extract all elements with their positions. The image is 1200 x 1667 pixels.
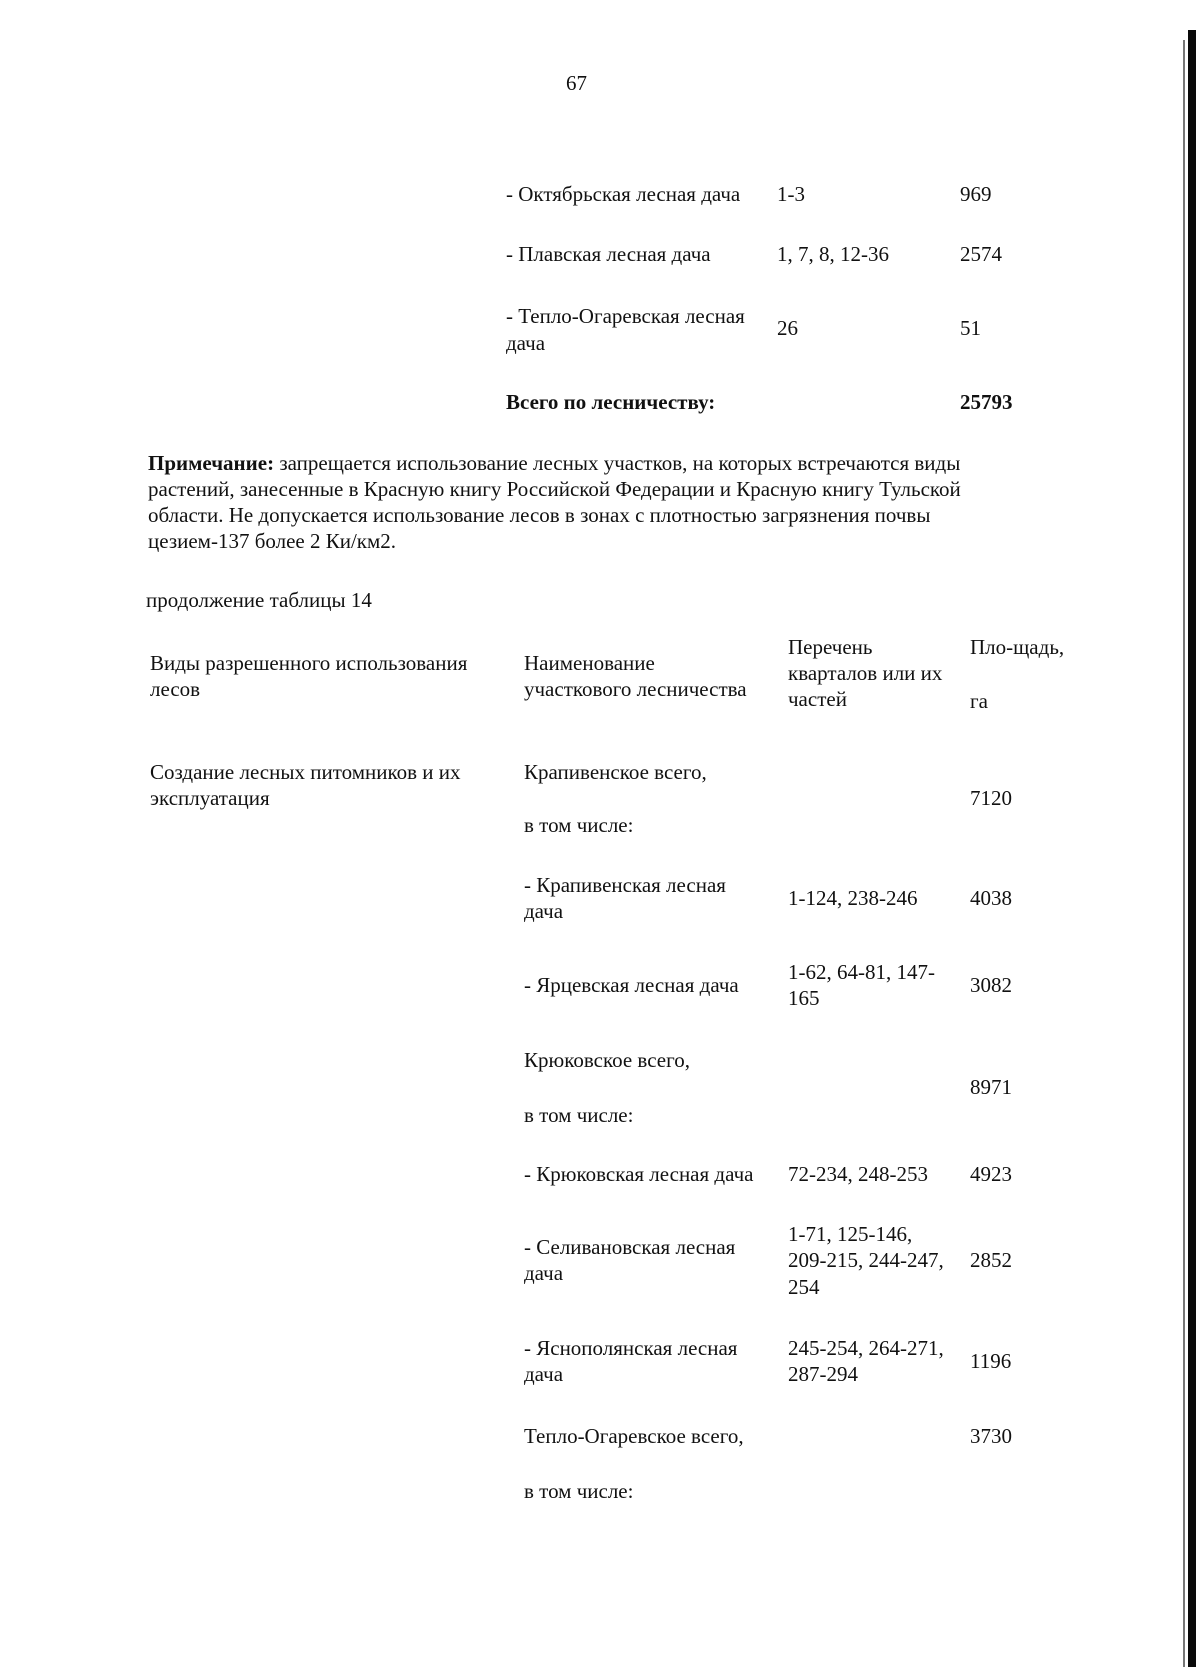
quarters-list: 1, 7, 8, 12-36	[777, 242, 889, 266]
forestry-total-name: Крюковское всего,	[524, 1048, 690, 1072]
total-value: 25793	[960, 390, 1013, 414]
area-value: 8971	[970, 1075, 1012, 1099]
forestry-total-name: Крапивенское всего,	[524, 760, 707, 784]
forest-dacha-name-cont: дача	[506, 331, 546, 355]
header-area: Пло-щадь,	[970, 635, 1065, 659]
note-line: области. Не допускается использование лесов в зонах с плотностью загрязнения почвы	[148, 503, 931, 527]
quarters-list: 245-254, 264-271,	[788, 1336, 944, 1360]
forest-dacha-name: - Ярцевская лесная дача	[524, 973, 739, 997]
header-forestry-name: Наименование	[524, 651, 655, 675]
area-value: 2852	[970, 1248, 1012, 1272]
page-number: 67	[566, 71, 587, 95]
forest-dacha-name-cont: дача	[524, 899, 564, 923]
forest-dacha-name: - Октябрьская лесная дача	[506, 182, 741, 206]
quarters-list: 1-62, 64-81, 147-	[788, 960, 935, 984]
quarters-list-cont: 165	[788, 986, 820, 1010]
quarters-list: 26	[777, 316, 798, 340]
header-area-unit: га	[970, 689, 988, 713]
area-value: 4923	[970, 1162, 1012, 1186]
area-value: 4038	[970, 886, 1012, 910]
area-value: 3082	[970, 973, 1012, 997]
quarters-list: 72-234, 248-253	[788, 1162, 928, 1186]
quarters-list-cont: 287-294	[788, 1362, 858, 1386]
area-value: 51	[960, 316, 981, 340]
use-type: Создание лесных питомников и их	[150, 760, 461, 784]
forest-dacha-name-cont: дача	[524, 1362, 564, 1386]
table-continuation-caption: продолжение таблицы 14	[146, 588, 372, 612]
note-line: растений, занесенные в Красную книгу Российской Федерации и Красную книгу Тульской	[148, 477, 961, 501]
forest-dacha-name: - Тепло-Огаревская лесная	[506, 304, 745, 328]
area-value: 1196	[970, 1349, 1012, 1373]
note-text: запрещается использование лесных участков, на которых встречаются виды	[279, 451, 961, 475]
note-label: Примечание:	[148, 451, 275, 475]
use-type-cont: эксплуатация	[150, 786, 270, 810]
including-label: в том числе:	[524, 1103, 634, 1127]
header-quarters: Перечень	[788, 635, 873, 659]
quarters-list: 1-3	[777, 182, 805, 206]
header-use-type: Виды разрешенного использования	[150, 651, 468, 675]
area-value: 3730	[970, 1424, 1012, 1448]
header-quarters-cont2: частей	[788, 687, 847, 711]
note-line	[148, 450, 960, 476]
area-value: 969	[960, 182, 992, 206]
quarters-list-cont2: 254	[788, 1275, 820, 1299]
scan-edge	[1188, 30, 1196, 1667]
forest-dacha-name: - Селивановская лесная	[524, 1235, 736, 1259]
including-label: в том числе:	[524, 813, 634, 837]
including-label: в том числе:	[524, 1479, 634, 1503]
area-value: 2574	[960, 242, 1002, 266]
forest-dacha-name: - Яснополянская лесная	[524, 1336, 738, 1360]
forestry-total-name: Тепло-Огаревское всего,	[524, 1424, 744, 1448]
quarters-list: 1-124, 238-246	[788, 886, 918, 910]
header-quarters-cont: кварталов или их	[788, 661, 943, 685]
quarters-list-cont: 209-215, 244-247,	[788, 1248, 944, 1272]
header-forestry-name-cont: участкового лесничества	[524, 677, 747, 701]
forest-dacha-name: - Плавская лесная дача	[506, 242, 711, 266]
forest-dacha-name: - Крюковская лесная дача	[524, 1162, 754, 1186]
area-value: 7120	[970, 786, 1012, 810]
forest-dacha-name: - Крапивенская лесная	[524, 873, 726, 897]
forest-dacha-name-cont: дача	[524, 1261, 564, 1285]
note-line: цезием-137 более 2 Ки/км2.	[148, 529, 397, 553]
scan-edge-shadow	[1183, 40, 1185, 1667]
total-label: Всего по лесничеству:	[506, 390, 716, 414]
quarters-list: 1-71, 125-146,	[788, 1222, 913, 1246]
header-use-type-cont: лесов	[150, 677, 201, 701]
